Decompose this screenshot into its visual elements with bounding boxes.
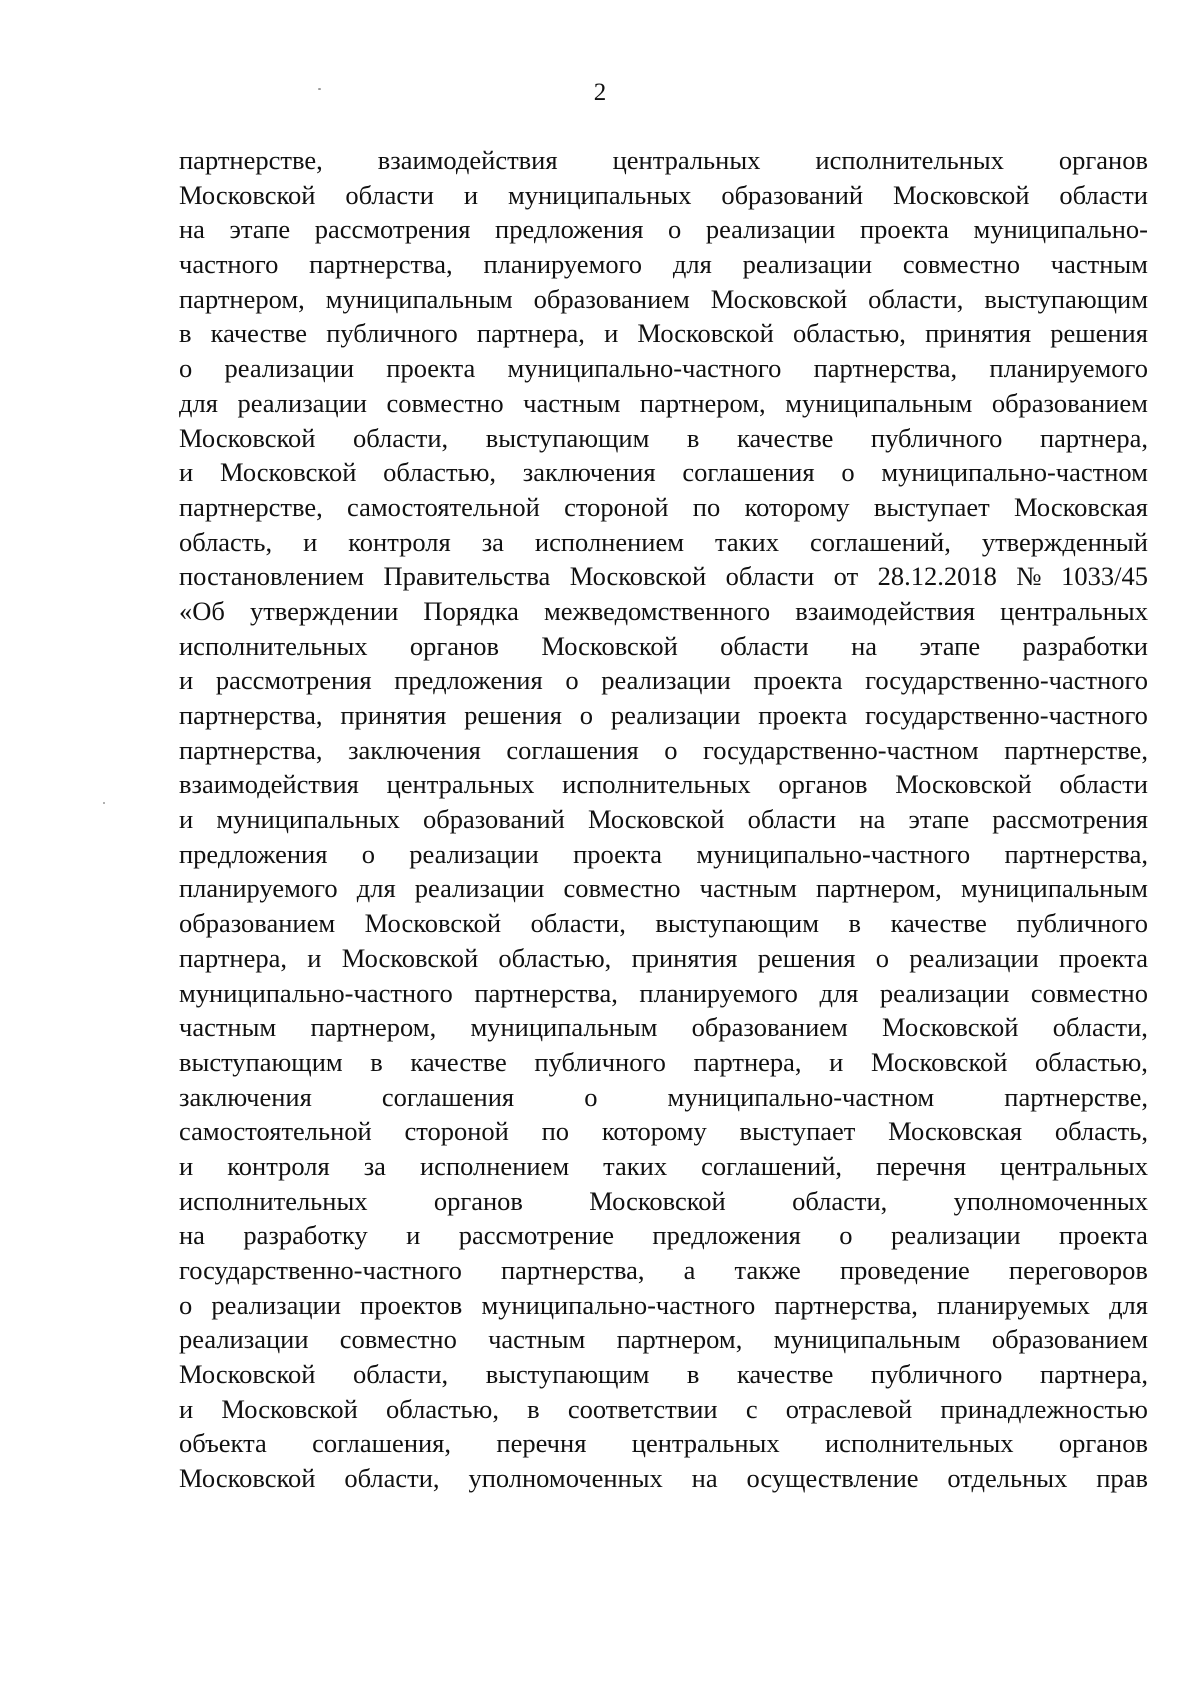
text-line: и муниципальных образований Московской области на этапе рассмотрения bbox=[179, 804, 1148, 835]
text-line: объекта соглашения, перечня центральных исполнительных органов bbox=[179, 1428, 1148, 1459]
text-line: и рассмотрения предложения о реализации проекта государственно-частного bbox=[179, 665, 1148, 696]
text-line: государственно-частного партнерства, а также проведение переговоров bbox=[179, 1255, 1148, 1285]
text-line: в качестве публичного партнера, и Московской областью, принятия решения bbox=[179, 318, 1148, 349]
text-line: предложения о реализации проекта муниципально-частного партнерства, bbox=[179, 838, 1148, 869]
text-line: область, и контроля за исполнением таких соглашений, утвержденный bbox=[179, 526, 1148, 557]
text-line: реализации совместно частным партнером, муниципальным образованием bbox=[179, 1324, 1148, 1355]
text-line: частного партнерства, планируемого для реализации совместно частным bbox=[179, 249, 1148, 280]
text-line: «Об утверждении Порядка межведомственного взаимодействия центральных bbox=[179, 595, 1148, 626]
text-line: о реализации проекта муниципально-частного партнерства, планируемого bbox=[179, 353, 1148, 384]
text-line: муниципально-частного партнерства, планируемого для реализации совместно bbox=[179, 977, 1148, 1008]
text-line: выступающим в качестве публичного партнера, и Московской областью, bbox=[179, 1046, 1148, 1077]
text-line: образованием Московской области, выступающим в качестве публичного bbox=[179, 908, 1148, 939]
scan-speck bbox=[318, 88, 321, 90]
text-line: партнера, и Московской областью, принятия решения о реализации проекта bbox=[179, 942, 1148, 973]
text-line: Московской области, уполномоченных на осуществление отдельных прав bbox=[179, 1463, 1148, 1494]
text-line: о реализации проектов муниципально-частного партнерства, планируемых для bbox=[179, 1289, 1148, 1320]
text-line: и контроля за исполнением таких соглашений, перечня центральных bbox=[179, 1150, 1148, 1181]
text-line: для реализации совместно частным партнером, муниципальным образованием bbox=[179, 387, 1148, 418]
text-line: исполнительных органов Московской области, уполномоченных bbox=[179, 1185, 1148, 1216]
page-number: 2 bbox=[593, 79, 607, 106]
text-line: партнерства, заключения соглашения о государственно-частном партнерстве, bbox=[179, 734, 1148, 765]
text-line: партнерства, принятия решения о реализации проекта государственно-частного bbox=[179, 700, 1148, 730]
text-line: заключения соглашения о муниципально-частном партнерстве, bbox=[179, 1081, 1148, 1112]
scan-speck bbox=[103, 802, 105, 804]
text-line: партнерстве, взаимодействия центральных исполнительных органов bbox=[179, 145, 1148, 175]
text-line: исполнительных органов Московской области на этапе разработки bbox=[179, 630, 1148, 661]
text-line: партнерстве, самостоятельной стороной по которому выступает Московская bbox=[179, 491, 1148, 522]
text-line: партнером, муниципальным образованием Московской области, выступающим bbox=[179, 283, 1148, 314]
text-line: Московской области, выступающим в качестве публичного партнера, bbox=[179, 422, 1148, 453]
text-line: и Московской областью, заключения соглашения о муниципально-частном bbox=[179, 457, 1148, 488]
text-line: и Московской областью, в соответствии с отраслевой принадлежностью bbox=[179, 1393, 1148, 1424]
text-line: Московской области, выступающим в качестве публичного партнера, bbox=[179, 1359, 1148, 1390]
text-line: планируемого для реализации совместно частным партнером, муниципальным bbox=[179, 873, 1148, 904]
text-line: частным партнером, муниципальным образованием Московской области, bbox=[179, 1012, 1148, 1043]
text-line: на этапе рассмотрения предложения о реализации проекта муниципально- bbox=[179, 214, 1148, 245]
text-line: на разработку и рассмотрение предложения о реализации проекта bbox=[179, 1220, 1148, 1251]
body-paragraph bbox=[179, 143, 1148, 1496]
text-line: постановлением Правительства Московской области от 28.12.2018 № 1033/45 bbox=[179, 561, 1148, 592]
text-line: взаимодействия центральных исполнительных органов Московской области bbox=[179, 769, 1148, 800]
text-line: Московской области и муниципальных образований Московской области bbox=[179, 179, 1148, 210]
text-line: самостоятельной стороной по которому выступает Московская область, bbox=[179, 1116, 1148, 1147]
